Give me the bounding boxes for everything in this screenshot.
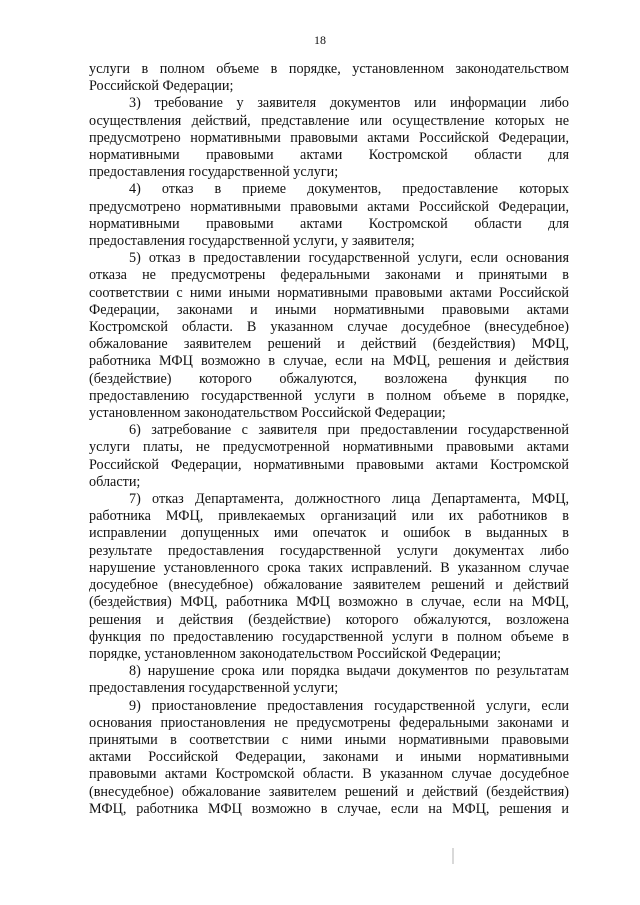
text-line: осуществления действий, представление или осуществление которых не [89, 112, 569, 129]
text-line: результате предоставления государственной услуги документах либо [89, 542, 569, 559]
text-line: основания приостановления не предусмотрены федеральными законами и [89, 714, 569, 731]
text-line: предоставления государственной услуги; [89, 680, 339, 697]
text-line: предоставления государственной услуги; [89, 164, 339, 181]
text-line: нормативными правовыми актами Костромской области для [89, 215, 569, 232]
text-line: предоставления государственной услуги, у заявителя; [89, 233, 415, 250]
text-line: 9) приостановление предоставления государственной услуги, если [129, 697, 569, 714]
text-line: Российской Федерации; [89, 78, 234, 95]
text-line: нарушение установленного срока таких исправлений. В указанном случае [89, 559, 569, 576]
text-line: 8) нарушение срока или порядка выдачи документов по результатам [129, 663, 569, 680]
text-line: 6) затребование с заявителя при предоставлении государственной [129, 422, 569, 439]
text-line: услуги в полном объеме в порядке, установленном законодательством [89, 61, 569, 77]
text-line: предусмотрено нормативными правовыми актами Российской Федерации, [89, 198, 569, 215]
text-line: предоставлению государственной услуги в полном объеме в порядке, [89, 387, 569, 404]
page-number: 18 [314, 33, 326, 47]
text-line: 5) отказ в предоставлении государственной услуги, если основания [129, 250, 569, 267]
text-line: решения и действия (бездействие) которого обжалуются, возложена [89, 611, 569, 628]
text-line: (внесудебное) обжалование заявителем решений и действий (бездействия) [89, 783, 569, 800]
text-line: актами Российской Федерации, законами и иными нормативными [89, 749, 569, 766]
text-line: работника МФЦ возможно в случае, если на МФЦ, решения и действия [89, 353, 569, 370]
text-line: функция по предоставлению государственной услуги в полном объеме в [89, 628, 569, 645]
text-line: правовыми актами Костромской области. В указанном случае досудебное [89, 766, 569, 783]
text-line: предусмотрено нормативными правовыми актами Российской Федерации, [89, 129, 569, 146]
scan-artifact [452, 848, 454, 864]
text-line: (бездействия) МФЦ, работника МФЦ возможно в случае, если на МФЦ, [89, 594, 569, 611]
text-line: установленном законодательством Российской Федерации; [89, 405, 446, 422]
text-line: Костромской области. В указанном случае досудебное (внесудебное) [89, 319, 569, 336]
text-line: 3) требование у заявителя документов или информации либо [129, 95, 569, 112]
text-line: принятыми в соответствии с ними иными нормативными правовыми [89, 731, 569, 748]
text-line: 4) отказ в приеме документов, предоставление которых [129, 181, 569, 198]
text-line: (бездействие) которого обжалуются, возложена функция по [89, 370, 569, 387]
body-text [89, 61, 569, 818]
text-line: соответствии с ними иными нормативными правовыми актами Российской [89, 284, 569, 301]
text-line: МФЦ, работника МФЦ возможно в случае, если на МФЦ, решения и [89, 800, 569, 817]
text-line: области; [89, 473, 141, 490]
text-line: услуги платы, не предусмотренной нормативными правовыми актами [89, 439, 569, 456]
text-line: досудебное (внесудебное) обжалование заявителем решений и действий [89, 577, 569, 594]
text-line: нормативными правовыми актами Костромской области для [89, 147, 569, 164]
text-line: исправлении допущенных ими опечаток и ошибок в выданных в [89, 525, 569, 542]
text-line: работника МФЦ, привлекаемых организаций или их работников в [89, 508, 569, 525]
text-line: отказа не предусмотрены федеральными законами и принятыми в [89, 267, 569, 284]
text-line: порядке, установленном законодательством Российской Федерации; [89, 645, 502, 662]
text-line: Российской Федерации, нормативными правовыми актами Костромской [89, 456, 569, 473]
text-line: Федерации, законами и иными нормативными правовыми актами [89, 301, 569, 318]
text-line: обжалование заявителем решений и действий (бездействия) МФЦ, [89, 336, 569, 353]
text-line: 7) отказ Департамента, должностного лица Департамента, МФЦ, [129, 491, 569, 508]
